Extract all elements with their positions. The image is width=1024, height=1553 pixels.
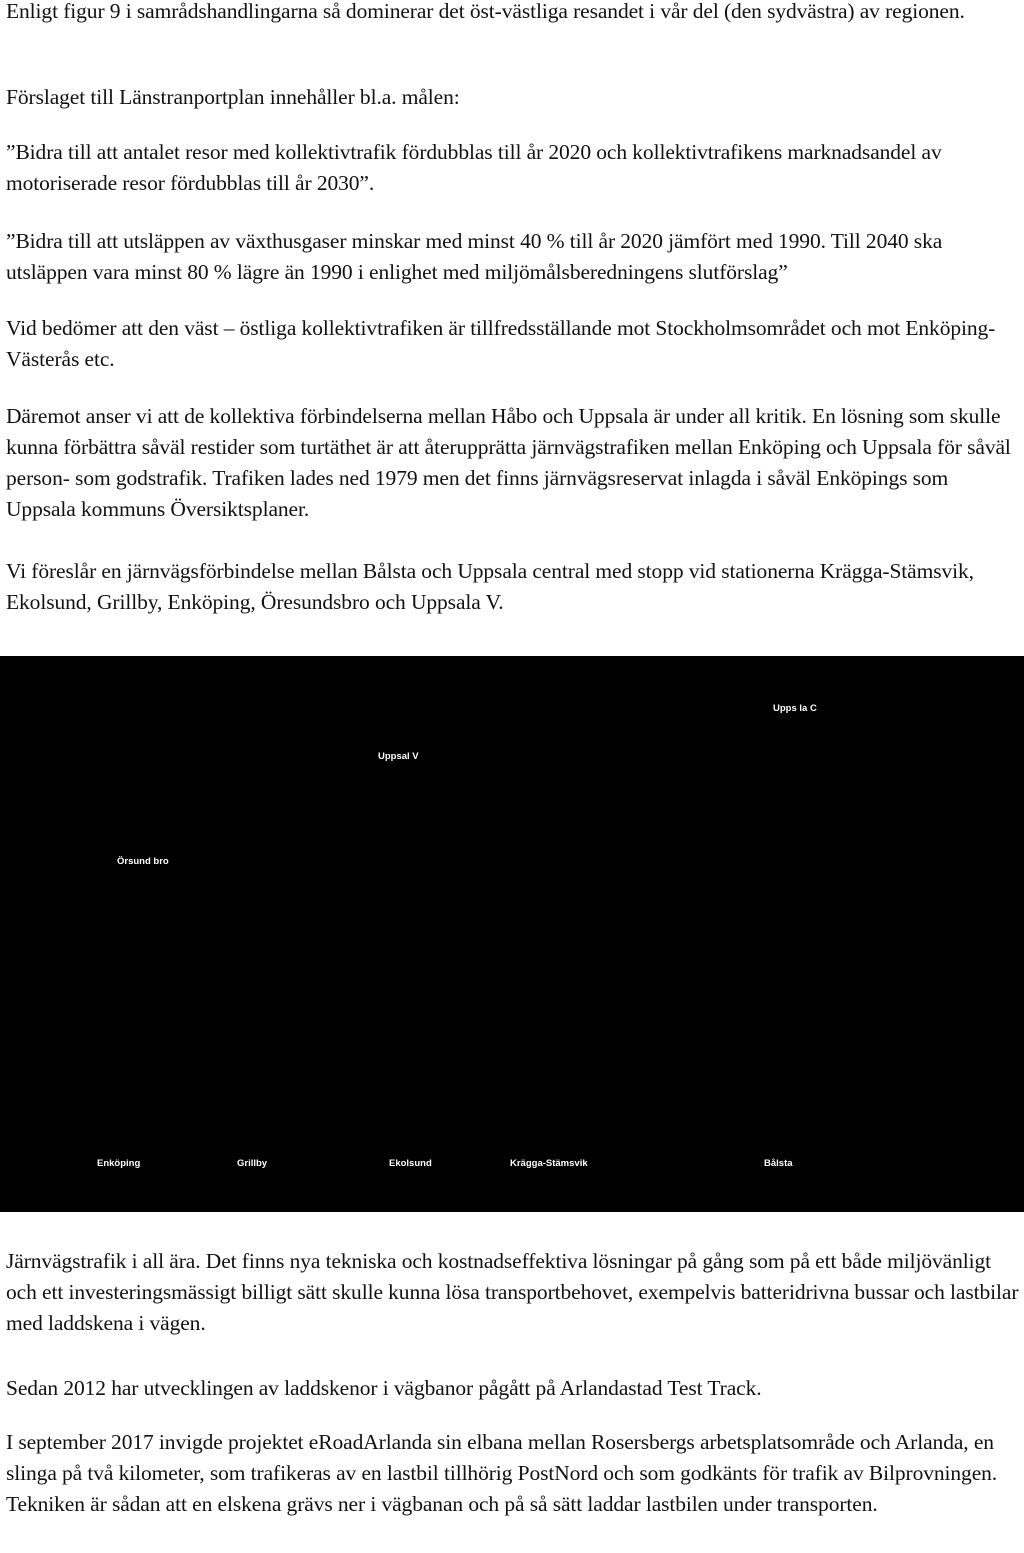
paragraph-10: I september 2017 invigde projektet eRoadArlanda sin elbana mellan Rosersbergs arbetsplatsområde och Arlanda, en slinga på två kilometer, som trafikeras av en lastbil tillhörig PostNord och som godkänts för trafik av Bilprovningen. Tekniken är sådan att en elskena grävs ner i vägbanan och på så sätt laddar lastbilen under transporten. [6,1430,998,1516]
paragraph-8: Järnvägstrafik i all ära. Det finns nya tekniska och kostnadseffektiva lösningar på gång som på ett både miljövänligt och ett investeringsmässigt billigt sätt skulle kunna lösa transportbehovet, exempelvis batteridrivna bussar och lastbilar med laddskena i vägen. [6,1249,1019,1335]
station-label-ekolsund: Ekolsund [389,1158,432,1169]
paragraph-1: Enligt figur 9 i samrådshandlingarna så dominerar det öst-västliga resandet i vår del (den sydvästra) av regionen. [6,0,965,23]
railway-map [0,656,1024,1212]
paragraph-4-quote: ”Bidra till att utsläppen av växthusgaser minskar med minst 40 % till år 2020 jämfört med 1990. Till 2040 ska utsläppen vara minst 80 % lägre än 1990 i enlighet med miljömålsberedningens slutförslag” [6,229,943,284]
station-label-uppsala-c: Upps la C [773,703,817,714]
paragraph-2: Förslaget till Länstranportplan innehåller bl.a. målen: [6,85,460,109]
station-label-kragga-stamsvik: Krägga-Stämsvik [510,1158,588,1169]
paragraph-3-quote: ”Bidra till att antalet resor med kollektivtrafik fördubblas till år 2020 och kollektivtrafikens marknadsandel av motoriserade resor fördubblas till år 2030”. [6,140,942,195]
station-label-grillby: Grillby [237,1158,268,1169]
paragraph-5: Vid bedömer att den väst – östliga kollektivtrafiken är tillfredsställande mot Stockholmsområdet och mot Enköping-Västerås etc. [6,316,996,371]
station-label-uppsala-v: Uppsal V [378,751,419,762]
station-label-oresundsbro: Örsund bro [117,856,169,867]
paragraph-6: Däremot anser vi att de kollektiva förbindelserna mellan Håbo och Uppsala är under all kritik. En lösning som skulle kunna förbättra såväl restider som turtäthet är att återupprätta järnvägstrafiken mellan Enköping och Uppsala för såväl person- som godstrafik. Trafiken lades ned 1979 men det finns järnvägsreservat inlagda i såväl Enköpings som Uppsala kommuns Översiktsplaner. [6,404,1011,521]
station-label-enkoping: Enköping [97,1158,141,1169]
station-label-balsta: Bålsta [764,1158,793,1169]
paragraph-9: Sedan 2012 har utvecklingen av laddskenor i vägbanor pågått på Arlandastad Test Track. [6,1376,762,1400]
paragraph-7: Vi föreslår en järnvägsförbindelse mellan Bålsta och Uppsala central med stopp vid stationerna Krägga-Stämsvik, Ekolsund, Grillby, Enköping, Öresundsbro och Uppsala V. [6,559,974,614]
